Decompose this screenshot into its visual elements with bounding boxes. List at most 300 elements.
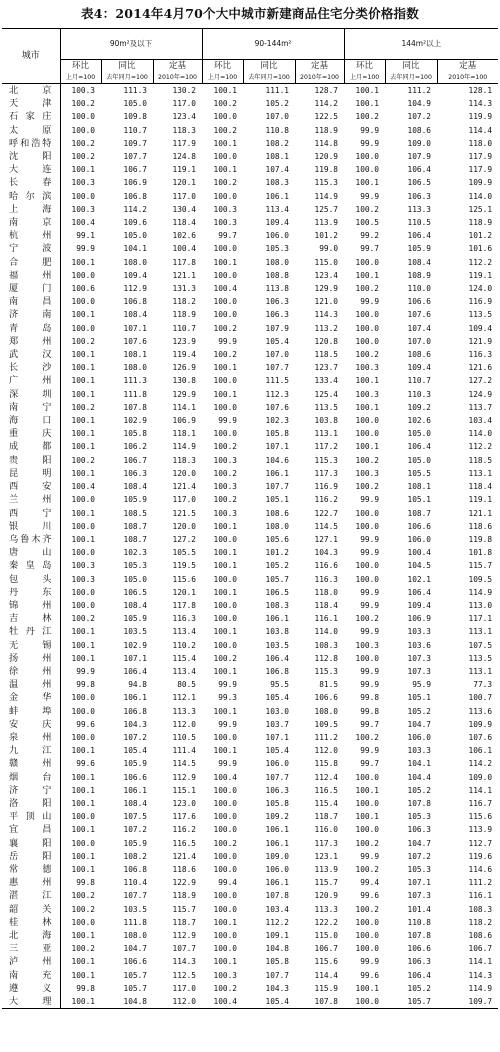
value-cell-yoy-large: 106.0 <box>407 732 432 742</box>
value-cell-base-large: 118.4 <box>468 482 493 492</box>
value-cell-yoy-medium: 104.6 <box>265 455 289 465</box>
value-cell-base-large: 118.9 <box>468 218 493 228</box>
city-name-cell: 武汉 <box>2 348 60 361</box>
value-cell-base-medium: 118.7 <box>314 812 339 822</box>
value-cell-mom-large: 100.0 <box>355 798 380 808</box>
value-cell-mom-small: 100.0 <box>71 587 95 597</box>
value-cell-base-large: 114.3 <box>468 970 493 980</box>
city-name-cell: 三亚 <box>2 942 60 955</box>
value-cell-mom-medium: 100.0 <box>213 785 237 795</box>
value-cell-mom-medium: 100.0 <box>213 112 237 122</box>
value-cell-mom-small: 100.3 <box>71 178 95 188</box>
value-cell-base-small: 118.3 <box>172 455 196 465</box>
table-row <box>2 480 498 493</box>
value-cell-mom-small: 99.8 <box>76 983 95 993</box>
value-cell-mom-medium: 100.2 <box>213 468 237 478</box>
value-cell-yoy-small: 110.4 <box>123 878 147 888</box>
group-header-large: 144m²以上 <box>344 29 498 60</box>
value-cell-yoy-medium: 107.0 <box>265 112 289 122</box>
value-cell-yoy-medium: 107.6 <box>265 402 289 412</box>
value-cell-base-medium: 113.9 <box>314 864 339 874</box>
value-cell-yoy-medium: 113.8 <box>265 284 289 294</box>
value-cell-yoy-large: 105.7 <box>385 995 437 1009</box>
value-cell-mom-small: 100.1 <box>71 429 95 439</box>
value-cell-yoy-large: 108.6 <box>407 350 432 360</box>
value-cell-mom-small: 100.1 <box>71 970 95 980</box>
value-cell-base-medium: 119.8 <box>314 165 339 175</box>
value-cell-mom-small: 100.3 <box>71 574 95 584</box>
value-cell-yoy-medium: 105.7 <box>265 574 289 584</box>
table-row <box>2 942 498 955</box>
table-row <box>2 559 498 572</box>
city-name-cell: 银川 <box>2 520 60 533</box>
value-cell-base-large: 118.5 <box>468 455 493 465</box>
value-cell-mom-medium: 100.1 <box>213 521 237 531</box>
value-cell-mom-small: 100.2 <box>71 944 95 954</box>
value-cell-mom-large: 100.1 <box>355 86 380 95</box>
value-cell-mom-medium: 100.0 <box>213 429 237 439</box>
city-name-cell: 遵义 <box>2 982 60 995</box>
city-name-cell: 常德 <box>2 863 60 876</box>
value-cell-mom-small: 100.1 <box>71 851 95 861</box>
value-cell-yoy-large: 101.4 <box>407 904 432 914</box>
value-cell-mom-small: 100.0 <box>71 297 95 307</box>
table-row <box>2 97 498 110</box>
table-row <box>2 242 498 255</box>
value-cell-base-small: 105.5 <box>172 548 196 558</box>
group-header-medium: 90-144m² <box>202 29 344 60</box>
value-cell-mom-small: 100.4 <box>71 218 95 228</box>
value-cell-base-medium: 118.0 <box>314 587 339 597</box>
city-name-cell: 南充 <box>2 969 60 982</box>
city-name-cell: 贵阳 <box>2 454 60 467</box>
value-cell-base-medium: 116.6 <box>314 561 339 571</box>
value-cell-base-medium: 107.8 <box>295 995 344 1009</box>
value-cell-yoy-medium: 107.1 <box>265 442 289 452</box>
value-cell-mom-medium: 100.2 <box>213 323 237 333</box>
city-name-cell: 韶关 <box>2 903 60 916</box>
value-cell-mom-large: 100.0 <box>355 944 380 954</box>
value-cell-base-small: 113.3 <box>172 706 196 716</box>
city-name-cell: 泉州 <box>2 731 60 744</box>
value-cell-yoy-small: 106.6 <box>123 957 147 967</box>
value-cell-mom-large: 100.2 <box>355 455 380 465</box>
value-cell-mom-small: 100.0 <box>71 125 95 135</box>
city-name-cell: 襄阳 <box>2 837 60 850</box>
value-cell-mom-medium: 100.0 <box>213 191 237 201</box>
city-column-header: 城市 <box>2 29 60 84</box>
value-cell-base-medium: 125.4 <box>314 389 339 399</box>
value-cell-mom-large: 100.0 <box>355 574 380 584</box>
value-cell-mom-large: 100.2 <box>355 614 380 624</box>
value-cell-base-large: 121.1 <box>468 508 493 518</box>
value-cell-mom-large: 99.9 <box>360 534 380 544</box>
value-cell-base-large: 109.9 <box>468 178 493 188</box>
value-cell-base-medium: 114.5 <box>314 521 339 531</box>
value-cell-mom-small: 100.0 <box>71 600 95 610</box>
city-name-cell: 杭州 <box>2 229 60 242</box>
value-cell-yoy-large: 109.4 <box>407 363 432 373</box>
value-cell-base-small: 123.9 <box>172 336 196 346</box>
value-cell-mom-medium: 100.0 <box>213 944 237 954</box>
value-cell-yoy-medium: 108.8 <box>265 270 289 280</box>
value-cell-yoy-large: 104.7 <box>407 838 432 848</box>
value-cell-yoy-medium: 106.1 <box>265 614 289 624</box>
value-cell-mom-small: 100.0 <box>71 838 95 848</box>
value-cell-mom-large: 100.5 <box>355 218 380 228</box>
value-cell-mom-medium: 100.0 <box>213 244 237 254</box>
table-row <box>2 507 498 520</box>
value-cell-yoy-large: 109.0 <box>407 138 432 148</box>
value-cell-yoy-medium: 105.1 <box>265 495 289 505</box>
value-cell-mom-small: 100.0 <box>71 706 95 716</box>
table-row <box>2 823 498 836</box>
value-cell-mom-large: 100.0 <box>355 323 380 333</box>
value-cell-base-medium: 112.0 <box>314 746 339 756</box>
value-cell-yoy-medium: 105.2 <box>265 561 289 571</box>
city-name-cell: 湛江 <box>2 889 60 902</box>
city-name-cell: 长沙 <box>2 361 60 374</box>
value-cell-yoy-medium: 106.3 <box>265 310 289 320</box>
value-cell-yoy-large: 106.6 <box>407 521 432 531</box>
value-cell-mom-small: 100.1 <box>71 257 95 267</box>
table-row <box>2 639 498 652</box>
value-cell-mom-large: 99.9 <box>360 191 380 201</box>
value-cell-yoy-medium: 112.2 <box>265 917 289 927</box>
value-cell-base-small: 130.4 <box>172 204 196 214</box>
value-cell-yoy-medium: 106.1 <box>265 468 289 478</box>
value-cell-mom-medium: 100.1 <box>213 746 237 756</box>
value-cell-mom-small: 100.1 <box>71 376 95 386</box>
value-cell-yoy-large: 95.9 <box>412 680 432 690</box>
table-row <box>2 203 498 216</box>
value-cell-mom-medium: 100.0 <box>213 812 237 822</box>
value-cell-mom-large: 100.2 <box>355 904 380 914</box>
value-cell-base-large: 114.1 <box>468 785 493 795</box>
table-row <box>2 718 498 731</box>
value-cell-yoy-large: 108.9 <box>407 270 432 280</box>
value-cell-mom-small: 100.1 <box>71 798 95 808</box>
value-cell-yoy-medium: 106.0 <box>265 231 289 241</box>
value-cell-base-medium: 113.2 <box>314 323 339 333</box>
value-cell-yoy-medium: 107.1 <box>265 732 289 742</box>
city-name-cell: 深圳 <box>2 388 60 401</box>
value-cell-yoy-medium: 108.0 <box>265 521 289 531</box>
value-cell-base-small: 123.0 <box>172 798 196 808</box>
value-cell-yoy-small: 104.1 <box>123 244 147 254</box>
value-cell-base-small: 122.9 <box>172 878 196 888</box>
value-cell-base-large: 113.1 <box>468 666 493 676</box>
value-cell-mom-small: 100.2 <box>71 455 95 465</box>
value-cell-mom-medium: 100.1 <box>213 587 237 597</box>
value-cell-yoy-medium: 95.5 <box>270 680 289 690</box>
table-row <box>2 269 498 282</box>
value-cell-mom-large: 100.1 <box>355 99 380 109</box>
value-cell-mom-medium: 100.1 <box>213 138 237 148</box>
value-cell-yoy-medium: 107.4 <box>265 165 289 175</box>
value-cell-mom-medium: 99.4 <box>218 878 237 888</box>
value-cell-mom-medium: 100.1 <box>213 86 237 95</box>
value-cell-yoy-medium: 106.1 <box>265 825 289 835</box>
value-cell-yoy-medium: 108.1 <box>265 152 289 162</box>
value-cell-base-large: 116.7 <box>468 798 493 808</box>
value-cell-mom-medium: 99.9 <box>218 759 237 769</box>
sub-header-yoy: 同比 <box>101 60 153 73</box>
value-cell-mom-medium: 100.2 <box>213 125 237 135</box>
table-row <box>2 744 498 757</box>
sub-header-yoy-base: 去年同月=100 <box>243 72 295 84</box>
city-name-cell: 温州 <box>2 678 60 691</box>
value-cell-base-large: 101.2 <box>468 231 493 241</box>
value-cell-base-medium: 120.9 <box>314 891 339 901</box>
value-cell-mom-medium: 100.1 <box>213 917 237 927</box>
value-cell-yoy-medium: 106.1 <box>265 878 289 888</box>
value-cell-mom-medium: 100.0 <box>213 534 237 544</box>
value-cell-base-large: 113.5 <box>468 310 493 320</box>
value-cell-mom-large: 100.1 <box>355 178 380 188</box>
value-cell-mom-small: 99.8 <box>76 878 95 888</box>
sub-header-mom: 环比 <box>344 60 385 73</box>
city-name-cell: 重庆 <box>2 427 60 440</box>
value-cell-yoy-large: 105.2 <box>407 706 432 716</box>
value-cell-yoy-small: 109.4 <box>123 270 147 280</box>
value-cell-yoy-small: 109.6 <box>123 218 147 228</box>
city-name-cell: 宜昌 <box>2 823 60 836</box>
value-cell-yoy-small: 107.1 <box>123 323 147 333</box>
value-cell-yoy-large: 107.2 <box>407 112 432 122</box>
value-cell-base-medium: 115.0 <box>314 257 339 267</box>
value-cell-mom-small: 100.1 <box>71 416 95 426</box>
value-cell-mom-large: 100.0 <box>355 653 380 663</box>
value-cell-base-small: 112.5 <box>172 970 196 980</box>
value-cell-mom-medium: 100.2 <box>213 99 237 109</box>
value-cell-base-small: 117.0 <box>172 495 196 505</box>
value-cell-base-medium: 112.4 <box>314 772 339 782</box>
value-cell-mom-medium: 100.0 <box>213 864 237 874</box>
value-cell-base-medium: 115.0 <box>314 931 339 940</box>
value-cell-yoy-medium: 105.4 <box>265 693 289 703</box>
value-cell-base-large: 100.7 <box>468 693 493 703</box>
value-cell-yoy-small: 111.3 <box>123 376 147 386</box>
value-cell-yoy-small: 106.6 <box>123 772 147 782</box>
value-cell-base-large: 119.8 <box>468 534 493 544</box>
value-cell-mom-large: 100.3 <box>355 363 380 373</box>
value-cell-mom-large: 99.9 <box>360 666 380 676</box>
value-cell-mom-small: 100.1 <box>71 772 95 782</box>
value-cell-yoy-medium: 105.8 <box>265 798 289 808</box>
value-cell-yoy-large: 105.0 <box>407 429 432 439</box>
value-cell-mom-small: 100.0 <box>71 732 95 742</box>
value-cell-mom-medium: 100.2 <box>213 350 237 360</box>
value-cell-base-medium: 115.6 <box>314 957 339 967</box>
value-cell-base-small: 118.3 <box>172 125 196 135</box>
value-cell-mom-large: 99.7 <box>360 759 380 769</box>
value-cell-yoy-small: 104.8 <box>101 995 153 1009</box>
table-row <box>2 427 498 440</box>
page-title: 表4：2014年4月70个大中城市新建商品住宅分类价格指数 <box>81 6 419 21</box>
value-cell-base-large: 103.4 <box>468 416 493 426</box>
city-name-cell: 洛阳 <box>2 797 60 810</box>
value-cell-mom-medium: 100.1 <box>213 627 237 637</box>
table-row <box>2 797 498 810</box>
value-cell-yoy-medium: 112.3 <box>265 389 289 399</box>
value-cell-base-small: 114.1 <box>172 402 196 412</box>
value-cell-yoy-small: 105.9 <box>123 495 147 505</box>
value-cell-mom-small: 100.1 <box>71 310 95 320</box>
value-cell-yoy-small: 106.5 <box>123 587 147 597</box>
table-row <box>2 771 498 784</box>
value-cell-yoy-medium: 101.2 <box>265 548 289 558</box>
value-cell-yoy-medium: 105.4 <box>243 995 295 1009</box>
value-cell-yoy-medium: 107.7 <box>265 482 289 492</box>
table-row <box>2 678 498 691</box>
value-cell-base-large: 112.2 <box>468 442 493 452</box>
value-cell-mom-large: 99.9 <box>360 957 380 967</box>
city-name-cell: 郑州 <box>2 335 60 348</box>
sub-header-yoy-base: 去年同月=100 <box>101 72 153 84</box>
value-cell-mom-large: 99.9 <box>360 627 380 637</box>
value-cell-mom-large: 100.2 <box>355 350 380 360</box>
value-cell-yoy-medium: 106.4 <box>265 653 289 663</box>
value-cell-yoy-large: 107.1 <box>407 878 432 888</box>
city-name-cell: 南昌 <box>2 295 60 308</box>
value-cell-base-medium: 133.4 <box>314 376 339 386</box>
sub-header-mom-base: 上月=100 <box>202 72 243 84</box>
value-cell-yoy-small: 109.8 <box>123 112 147 122</box>
value-cell-yoy-small: 107.1 <box>123 653 147 663</box>
value-cell-yoy-medium: 103.4 <box>265 904 289 914</box>
table-row <box>2 876 498 889</box>
value-cell-base-large: 101.6 <box>468 244 493 254</box>
value-cell-base-small: 113.4 <box>172 627 196 637</box>
value-cell-yoy-small: 106.8 <box>123 864 147 874</box>
table-row <box>2 889 498 902</box>
city-name-cell: 海口 <box>2 414 60 427</box>
city-name-cell: 广州 <box>2 374 60 387</box>
value-cell-base-medium: 127.1 <box>314 534 339 544</box>
value-cell-yoy-large: 108.4 <box>407 257 432 267</box>
value-cell-yoy-large: 106.6 <box>407 944 432 954</box>
table-row <box>2 586 498 599</box>
value-cell-yoy-medium: 103.8 <box>265 627 289 637</box>
value-cell-mom-small: 100.1 <box>71 442 95 452</box>
value-cell-base-medium: 103.8 <box>314 416 339 426</box>
value-cell-mom-small: 100.2 <box>71 614 95 624</box>
value-cell-mom-medium: 100.0 <box>213 904 237 914</box>
value-cell-base-small: 121.4 <box>172 482 196 492</box>
value-cell-base-medium: 115.8 <box>314 759 339 769</box>
value-cell-base-medium: 113.9 <box>314 218 339 228</box>
value-cell-yoy-large: 113.3 <box>407 204 432 214</box>
value-cell-base-large: 114.9 <box>468 587 493 597</box>
value-cell-yoy-medium: 108.2 <box>265 138 289 148</box>
value-cell-base-small: 119.1 <box>172 165 196 175</box>
value-cell-base-medium: 116.1 <box>314 614 339 624</box>
value-cell-yoy-large: 106.6 <box>407 297 432 307</box>
value-cell-mom-large: 100.0 <box>344 995 385 1009</box>
value-cell-mom-small: 100.2 <box>71 152 95 162</box>
city-name-cell: 北海 <box>2 929 60 942</box>
value-cell-mom-medium: 100.2 <box>213 653 237 663</box>
value-cell-mom-medium: 99.9 <box>218 719 237 729</box>
value-cell-yoy-large: 106.5 <box>407 178 432 188</box>
city-name-cell: 济南 <box>2 308 60 321</box>
city-name-cell: 无锡 <box>2 639 60 652</box>
value-cell-base-medium: 114.2 <box>314 99 339 109</box>
value-cell-base-large: 112.7 <box>468 838 493 848</box>
value-cell-yoy-large: 105.3 <box>407 864 432 874</box>
city-name-cell: 唐山 <box>2 546 60 559</box>
value-cell-yoy-medium: 105.4 <box>265 336 289 346</box>
value-cell-mom-medium: 100.1 <box>213 165 237 175</box>
city-name-cell: 成都 <box>2 440 60 453</box>
value-cell-base-large: 117.1 <box>468 614 493 624</box>
table-row <box>2 216 498 229</box>
value-cell-base-medium: 123.1 <box>314 851 339 861</box>
value-cell-base-small: 116.3 <box>172 614 196 624</box>
value-cell-base-medium: 120.8 <box>314 336 339 346</box>
value-cell-base-large: 118.2 <box>468 917 493 927</box>
value-cell-mom-large: 99.7 <box>360 719 380 729</box>
value-cell-yoy-large: 106.4 <box>407 587 432 597</box>
value-cell-mom-large: 100.1 <box>355 812 380 822</box>
value-cell-yoy-small: 106.8 <box>123 191 147 201</box>
value-cell-yoy-medium: 109.4 <box>265 218 289 228</box>
table-row <box>2 361 498 374</box>
value-cell-mom-large: 99.6 <box>360 891 380 901</box>
value-cell-mom-small: 100.1 <box>71 363 95 373</box>
value-cell-mom-large: 99.9 <box>360 600 380 610</box>
value-cell-mom-small: 99.9 <box>76 244 95 254</box>
value-cell-mom-medium: 100.0 <box>213 614 237 624</box>
value-cell-base-small: 115.4 <box>172 653 196 663</box>
value-cell-mom-small: 100.2 <box>71 402 95 412</box>
value-cell-base-medium: 117.3 <box>314 468 339 478</box>
value-cell-yoy-medium: 102.3 <box>265 416 289 426</box>
value-cell-mom-medium: 100.3 <box>213 218 237 228</box>
value-cell-yoy-small: 108.4 <box>123 482 147 492</box>
value-cell-mom-medium: 100.3 <box>213 482 237 492</box>
value-cell-base-small: 117.9 <box>172 138 196 148</box>
value-cell-mom-medium: 100.0 <box>213 600 237 610</box>
value-cell-mom-small: 100.0 <box>71 521 95 531</box>
value-cell-base-medium: 115.3 <box>314 666 339 676</box>
table-row <box>2 863 498 876</box>
value-cell-base-large: 113.0 <box>468 600 493 610</box>
value-cell-base-small: 114.3 <box>172 957 196 967</box>
value-cell-yoy-small: 106.1 <box>123 785 147 795</box>
value-cell-yoy-medium: 106.0 <box>265 759 289 769</box>
value-cell-yoy-medium: 106.1 <box>265 191 289 201</box>
value-cell-mom-medium: 100.0 <box>213 310 237 320</box>
value-cell-yoy-large: 106.4 <box>407 231 432 241</box>
table-row <box>2 84 498 98</box>
value-cell-base-large: 114.2 <box>468 759 493 769</box>
value-cell-base-large: 121.6 <box>468 363 493 373</box>
value-cell-yoy-medium: 104.8 <box>265 944 289 954</box>
value-cell-base-small: 127.2 <box>172 534 196 544</box>
value-cell-yoy-medium: 109.0 <box>265 851 289 861</box>
value-cell-base-small: 121.4 <box>172 851 196 861</box>
value-cell-yoy-medium: 110.8 <box>265 125 289 135</box>
value-cell-base-large: 114.1 <box>468 957 493 967</box>
value-cell-yoy-small: 107.7 <box>123 891 147 901</box>
table-row <box>2 837 498 850</box>
value-cell-base-medium: 115.3 <box>314 178 339 188</box>
value-cell-base-large: 106.7 <box>468 944 493 954</box>
value-cell-mom-large: 100.0 <box>355 310 380 320</box>
value-cell-mom-large: 100.0 <box>355 257 380 267</box>
